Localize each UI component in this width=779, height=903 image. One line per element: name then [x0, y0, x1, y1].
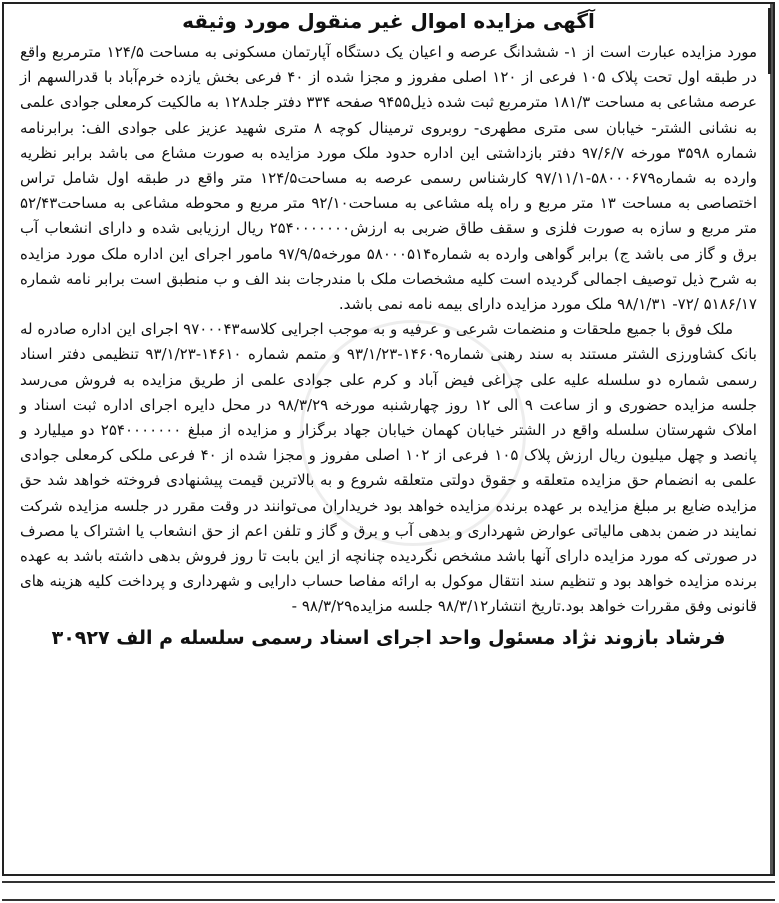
bottom-divider-second [2, 899, 775, 901]
notice-paragraph-subject: مورد مزایده عبارت است از ۱- ششدانگ عرصه و اعیان یک دستگاه آپارتمان مسکونی به مساحت ۱۲۴/۵ مترمربع واقع در طبقه اول تحت پلاک ۱۰۵ فرعی از ۱۲۰ اصلی مفروز و مجزا شده از ۴۰ فرعی بخش یازده خرم‌آباد با قدرالسهم از عرصه مشاعی به مساحت ۱۸۱/۳ مترمربع ثبت شده ذیل۹۴۵۵ صفحه ۳۳۴ دفتر جلد۱۲۸ به مالکیت کرمعلی جوادی علمی به نشانی الشتر- خیابان سی متری مطهری- روبروی ترمینال کوچه ۸ متری شهید عزیز علی جوادی الف: برابرنامه شماره ۳۵۹۸ مورخه ۹۷/۶/۷ دفتر بازداشتی این اداره حدود ملک مورد مزایده به صورت مشاع می باشد برابر نظریه وارده به شماره۵۸۰۰۰۶۷۹-۹۷/۱۱/۱ کارشناس رسمی عرصه به مساحت۱۲۴/۵ متر واقع در طبقه اول شامل تراس اختصاصی به مساحت ۱۳ متر مربع و راه پله مشاعی به مساحت۹۲/۱۰ متر مربع و محوطه مشاعی به مساحت۵۲/۴۳ متر مربع و سازه به صورت فلزی و سقف طاق ضربی به ارزش۲۵۴۰۰۰۰۰۰۰ ریال ارزیابی شده و دارای انشعاب آب برق و گاز می باشد ج) برابر گواهی وارده به شماره۵۸۰۰۰۵۱۴ مورخه۹۷/۹/۵ مامور اجرای این اداره ملک مورد مزایده به شرح ذیل توصیف اجمالی گردیده است کلیه مشخصات ملک با مندرجات بند الف و ب منطبق است برابر نامه شماره ۵۱۸۶/۱۷ /۷۲- ۹۸/۱/۳۱ ملک مورد مزایده دارای بیمه نامه نمی باشد. [20, 43, 758, 314]
bottom-divider [2, 881, 775, 883]
notice-paragraph-terms: ملک فوق با جمیع ملحقات و منضمات شرعی و عرفیه و به موجب اجرایی کلاسه۹۷۰۰۰۴۳ اجرای این اداره صادره له بانک کشاورزی الشتر مستند به سند رهنی شماره۱۴۶۰۹-۹۳/۱/۲۳ و متمم شماره ۱۴۶۱۰-۹۳/۱/۲۳ تنظیمی دفتر اسناد رسمی شماره دو سلسله علیه علی چراغی فیض آباد و کرم علی جوادی علمی از طریق مزایده به فروش می‌رسد جلسه مزایده حضوری و از ساعت ۹ الی ۱۲ روز چهارشنبه مورخه ۹۸/۳/۲۹ در محل دایره اجرای اداره ثبت اسناد و املاک شهرستان سلسله واقع در الشتر خیابان کهمان خیابان جهاد برگزار و مزایده از مبلغ ۲۵۴۰۰۰۰۰۰۰ دو میلیارد و پانصد و چهل میلیون ریال ارزش پلاک ۱۰۵ فرعی از ۱۰۲ اصلی مفروز و مجزا شده از ۴۰ فرعی ملکی کرمعلی جوادی علمی به انضمام حق مزایده متعلقه و حقوق دولتی متعلقه شروع و به بالاترین قیمت پیشنهادی فروخته خواهد شد حق مزایده ضایع بر مبلغ مزایده بر عهده برنده مزایده خواهد بود خریداران می‌توانند در وقت مقرر در جلسه مزایده شرکت نمایند در ضمن بدهی مالیاتی عوارض شهرداری و بدهی آب و برق و گاز و تلفن اعم از حق انشعاب یا اشتراک یا مصرف در صورتی که مورد مزایده دارای آنها باشد مشخص نگردیده چنانچه از این بابت تا روز فروش بدهی داشته باشد به عهده برنده مزایده خواهد بود و تنظیم سند انتقال موکول به ارائه مفاصا حساب دارایی و شهرداری و پرداخت کلیه هزینه های قانونی وفق مقررات خواهد بود.تاریخ انتشار۹۸/۳/۱۲ جلسه مزایده۹۸/۳/۲۹ - [20, 320, 757, 616]
notice-signature: فرشاد بازوند نژاد مسئول واحد اجرای اسناد رسمی سلسله م الف ۳۰۹۲۷ [51, 626, 726, 649]
column-marker [768, 8, 771, 74]
notice-title: آگهی مزایده اموال غیر منقول مورد وثیقه [182, 9, 595, 33]
frame-right-rule [770, 4, 773, 874]
notice-content [20, 8, 757, 652]
